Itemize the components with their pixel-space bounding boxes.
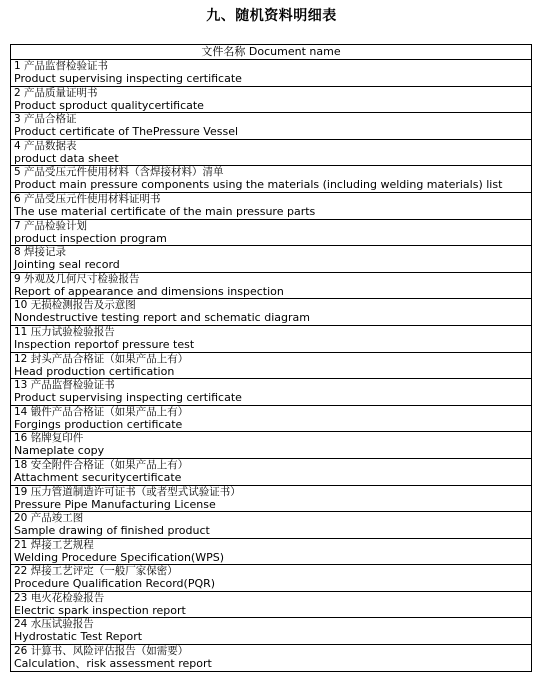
document-name-english: product data sheet: [14, 151, 119, 165]
document-cell: [11, 325, 532, 352]
document-cell: [11, 379, 532, 406]
page-title: 九、随机资料明细表: [206, 8, 337, 24]
document-name-english: Nondestructive testing report and schematic diagram: [14, 311, 310, 325]
document-name-english: Sample drawing of finished product: [14, 524, 210, 538]
document-cell: [11, 86, 532, 113]
document-name-chinese: 11 压力试验检验报告: [14, 325, 115, 338]
document-name-english: Product supervising inspecting certificate: [14, 72, 242, 85]
document-name-english: Pressure Pipe Manufacturing License: [14, 497, 216, 511]
table-row: [11, 485, 532, 512]
document-name-chinese: 19 压力管道制造许可证书（或者型式试验证书）: [14, 485, 241, 498]
document-name-chinese: 5 产品受压元件使用材料（含焊接材料）清单: [14, 166, 224, 179]
document-name-chinese: 6 产品受压元件使用材料证明书: [14, 192, 161, 205]
document-name-english: Hydrostatic Test Report: [14, 630, 143, 644]
document-name-chinese: 1 产品监督检验证书: [14, 60, 109, 72]
table-row: [11, 432, 532, 459]
document-cell: [11, 512, 532, 539]
document-name-chinese: 3 产品合格证: [14, 113, 77, 126]
document-name-chinese: 22 焊接工艺评定（一般厂家保密）: [14, 565, 178, 578]
table-row: [11, 219, 532, 246]
table-row: [11, 618, 532, 645]
document-name-chinese: 23 电火花检验报告: [14, 591, 105, 604]
document-name-chinese: 12 封头产品合格证（如果产品上有）: [14, 352, 189, 365]
table-row: [11, 139, 532, 166]
table-row: [11, 512, 532, 539]
document-cell: [11, 538, 532, 565]
document-name-chinese: 2 产品质量证明书: [14, 86, 98, 99]
document-cell: [11, 113, 532, 140]
table-row: [11, 645, 532, 672]
table-row: [11, 246, 532, 273]
document-cell: [11, 272, 532, 299]
document-name-english: Electric spark inspection report: [14, 603, 186, 617]
table-row: [11, 352, 532, 379]
table-row: [11, 299, 532, 326]
document-name-chinese: 7 产品检验计划: [14, 219, 88, 232]
document-name-english: product inspection program: [14, 231, 167, 245]
document-name-chinese: 24 水压试验报告: [14, 618, 94, 631]
document-name-english: The use material certificate of the main pressure parts: [14, 204, 316, 218]
table-row: [11, 325, 532, 352]
document-name-english: Welding Procedure Specification(WPS): [14, 550, 225, 564]
document-name-chinese: 9 外观及几何尺寸检验报告: [14, 272, 140, 285]
table-row: [11, 60, 532, 87]
document-cell: [11, 352, 532, 379]
document-cell: [11, 405, 532, 432]
table-row: [11, 458, 532, 485]
document-name-chinese: 13 产品监督检验证书: [14, 379, 115, 392]
document-list-table: [10, 44, 532, 672]
table-row: [11, 86, 532, 113]
table-row: [11, 166, 532, 193]
document-name-english: Report of appearance and dimensions inspection: [14, 284, 284, 298]
document-cell: [11, 299, 532, 326]
document-name-chinese: 8 焊接记录: [14, 246, 67, 259]
document-name-english: Calculation、risk assessment report: [14, 657, 212, 671]
document-list-body: [11, 60, 532, 672]
document-name-chinese: 10 无损检测报告及示意图: [14, 299, 136, 312]
document-name-english: Product supervising inspecting certificate: [14, 391, 242, 405]
table-row: [11, 192, 532, 219]
document-name-chinese: 4 产品数据表: [14, 139, 77, 152]
document-name-chinese: 26 计算书、风险评估报告（如需要）: [14, 645, 189, 658]
table-row: [11, 379, 532, 406]
document-cell: [11, 246, 532, 273]
document-name-english: Product main pressure components using the materials (including welding materials) list: [14, 178, 503, 192]
table-row: [11, 565, 532, 592]
document-name-chinese: 16 铭牌复印件: [14, 432, 84, 445]
document-cell: [11, 60, 532, 87]
document-name-english: Forgings production certificate: [14, 417, 183, 431]
document-name-english: Jointing seal record: [14, 258, 120, 272]
document-cell: [11, 192, 532, 219]
document-name-english: Product sproduct qualitycertificate: [14, 98, 204, 112]
table-row: [11, 405, 532, 432]
table-row: [11, 272, 532, 299]
document-cell: [11, 166, 532, 193]
document-cell: [11, 618, 532, 645]
document-cell: [11, 565, 532, 592]
document-cell: [11, 432, 532, 459]
document-name-chinese: 14 锻件产品合格证（如果产品上有）: [14, 405, 189, 418]
document-name-english: Head production certification: [14, 364, 175, 378]
document-cell: [11, 591, 532, 618]
document-name-english: Inspection reportof pressure test: [14, 337, 195, 351]
document-name-chinese: 20 产品竣工图: [14, 512, 84, 525]
table-row: [11, 591, 532, 618]
document-name-english: Attachment securitycertificate: [14, 470, 182, 484]
document-cell: [11, 139, 532, 166]
document-name-chinese: 18 安全附件合格证（如果产品上有）: [14, 458, 189, 471]
document-cell: [11, 458, 532, 485]
document-name-english: Nameplate copy: [14, 444, 105, 458]
document-cell: [11, 219, 532, 246]
document-cell: [11, 485, 532, 512]
column-header-document-name: 文件名称 Document name: [11, 45, 532, 60]
table-row: [11, 538, 532, 565]
document-cell: [11, 645, 532, 672]
document-name-english: Procedure Qualification Record(PQR): [14, 577, 216, 591]
document-name-chinese: 21 焊接工艺规程: [14, 538, 94, 551]
document-name-english: Product certificate of ThePressure Vessel: [14, 125, 239, 139]
table-row: [11, 113, 532, 140]
table-header-row: [11, 45, 532, 60]
